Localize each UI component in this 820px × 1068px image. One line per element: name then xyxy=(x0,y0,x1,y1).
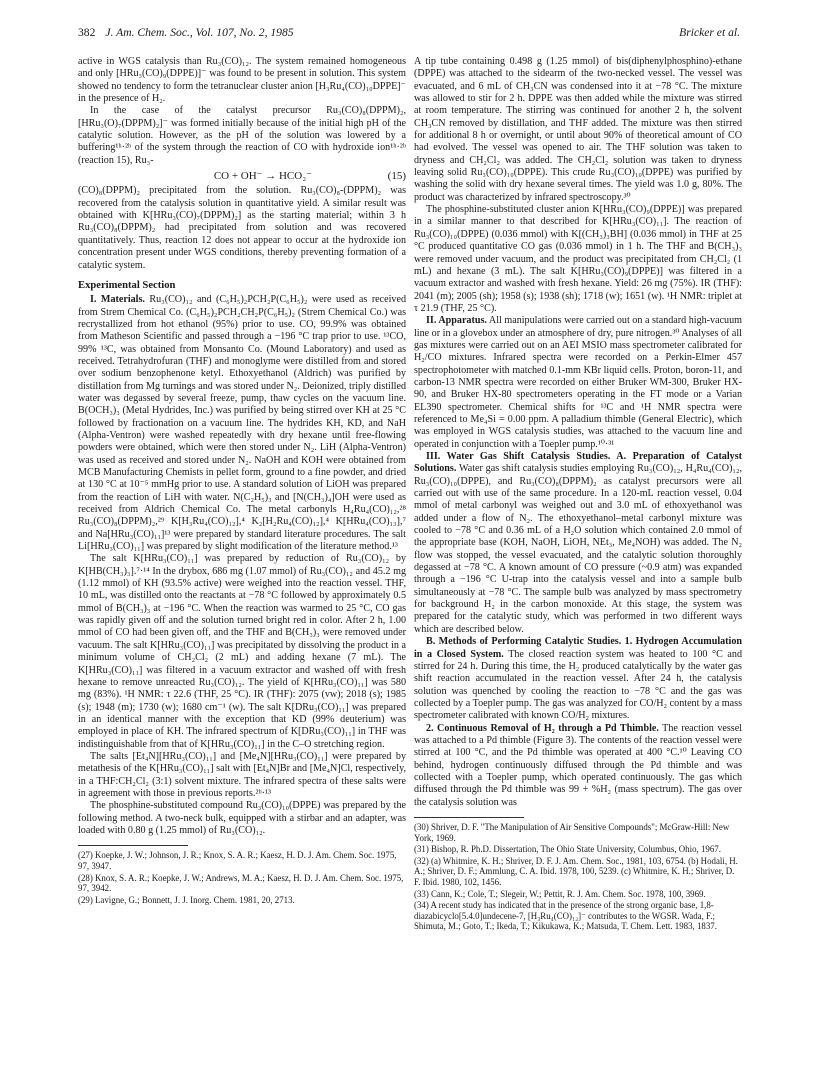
subheading-pd-thimble: 2. Continuous Removal of H₂ through a Pd Thimble. xyxy=(426,722,659,734)
pd-thimble-text: The reaction vessel was attached to a Pd thimble (Figure 3). The contents of the reaction vessel were stirred at 100 °C, and the Pd thimble was operated at 400 °C.¹⁰ Leaving CO behind, hydrogen continuously diffused through the Pd thimble and was collected with a Toepler pump, which operated continuously. The gas which diffused through the Pd thimble was 99 + %H₂ (mass spectrum). The gas over the catalysis solution was xyxy=(414,722,742,808)
footnote: (28) Knox, S. A. R.; Koepke, J. W.; Andrews, M. A.; Kaesz, H. D. J. Am. Chem. Soc. 1975, 97, 3942. xyxy=(78,872,404,894)
footnote: (29) Lavigne, G.; Bonnett, J. J. Inorg. Chem. 1981, 20, 2713. xyxy=(78,894,295,905)
journal-citation: J. Am. Chem. Soc., Vol. 107, No. 2, 1985 xyxy=(105,26,294,39)
running-header xyxy=(78,26,740,42)
equation-number: (15) xyxy=(387,170,406,183)
footnotes-right xyxy=(414,822,742,932)
paragraph-salt-khru3: The salt K[HRu₃(CO)₁₁] was prepared by reduction of Ru₃(CO)₁₂ by K[HB(CH₃)₃].⁷·¹⁴ In the drybox, 686 mg (1.07 mmol) of Ru₃(CO)₁₂ and 45.2 mg (1.12 mmol) of KH (93.5% active) were weighed into the reaction vessel. THF, 10 mL, was distilled onto the reactants at −78 °C followed by approximately 0.5 mmol of B(CH₃)₃ at −196 °C. When the reaction was warmed to 25 °C, CO gas was rapidly given off and the solution turned bright red in color. After 2 h, 1.00 mmol of CO had been given off, and the THF and B(CH₃)₃ were removed under vacuum. The salt K[HRu₃(CO)₁₁] was precipitated by dissolving the product in a minimum volume of CH₂Cl₂ (2 mL) and adding hexane (7 mL). The K[HRu₃(CO)₁₁] was filtered in a vacuum extractor and washed off with fresh hexane to remove unreacted Ru₃(CO)₁₂. The yield of K[HRu₃(CO)₁₁] was 580 mg (83%). ¹H NMR: τ 22.6 (THF, 25 °C). IR (THF): 2075 (vw); 2018 (s); 1985 (s); 1948 (m); 1730 (w); 1680 cm⁻¹ (w). The salt K[DRu₃(CO)₁₁] was prepared in an identical manner with the exception that KD (99% deuterium) was employed in place of KH. The infrared spectrum of K[DRu₃(CO)₁₁] in THF was indistinguishable from that of K[HRu₃(CO)₁₁] in the C–O stretching region. xyxy=(78,553,406,750)
wgs-text: Water gas shift catalysis studies employing Ru₃(CO)₁₂, H₄Ru₄(CO)₁₂, Ru₃(CO)₁₀(DPPE), and Ru₃(CO)₈(DPPM)₂ as catalyst precursors were all carried out with use of the same procedure. In a 120-mL reaction vessel, 0.04 mmol of metal carbonyl was weighed out and 3.0 mL of ethoxyethanol was added under a flow of N₂. The ethoxyethanol–metal carbonyl mixture was cooled to −78 °C and 0.36 mL of a H₂O solution which contained 2.0 mmol of the appropriate base (KOH, NaOH, LiOH, NEt₃, Me₄NOH) was added. The N₂ flow was stopped, the vessel evacuated, and the catalytic solution thoroughly degassed at −78 °C. A known amount of CO pressure (~0.9 atm) was expanded through a −196 °C U-trap into the catalysis vessel and into a sample bulb simultaneously at −78 °C. The sample bulb was analyzed by mass spectrometry for background H₂ in the carbon monoxide. At this stage, the system was prepared for the catalytic study, which was performed in two different ways which are described below. xyxy=(414,463,742,635)
methods-text: The closed reaction system was heated to 100 °C and stirred for 24 h. During this time, the H₂ produced catalytically by the water gas shift reaction accumulated in the reaction vessel. After 24 h, the catalysis solution was quenched by cooling the reaction to −78 °C and the gas was collected by a Toepler pump. The gas was analyzed for CO/H₂ content by a mass spectrometer calibrated with known CO/H₂ mixtures. xyxy=(414,648,742,722)
subheading-wgs: III. Water Gas Shift Catalysis Studies. A. Preparation of Catalyst Solutions. xyxy=(414,451,742,475)
page-number: 382 xyxy=(78,26,96,39)
footnote: (33) Cann, K.; Cole, T.; Slegeir, W.; Pettit, R. J. Am. Chem. Soc. 1978, 100, 3969. xyxy=(414,888,706,899)
header-authors: Bricker et al. xyxy=(679,26,740,39)
footnote: (31) Bishop, R. Ph.D. Dissertation, The Ohio State University, Columbus, Ohio, 1967. xyxy=(414,844,721,855)
paragraph-cluster-anion: The phosphine-substituted cluster anion K[HRu₃(CO)₉(DPPE)] was prepared in a similar manner to that described for K[HRu₃(CO)₁₁]. The reaction of Ru₃(CO)₁₀(DPPE) (0.036 mmol) with K[(CH₃)₃BH] (0.036 mmol) in THF at 25 °C produced quantitative CO gas (0.036 mmol) in 1 h. The THF and B(CH₃)₃ were removed under vacuum, and the product was precipitated from CH₂Cl₂ (1 mL) and hexane (3 mL). The salt K[HRu₃(CO)₉(DPPE)] was filtered in a vacuum extractor and washed with fresh hexane. Yield: 26 mg (75%). IR (THF): 2041 (m); 2005 (sh); 1958 (s); 1938 (sh); 1718 (w); 1651 (w). ¹H NMR: triplet at τ 21.9 (THF, 25 °C). xyxy=(414,204,742,314)
left-column xyxy=(78,56,406,1052)
right-column xyxy=(414,56,742,1052)
subheading-materials: I. Materials. xyxy=(90,294,145,306)
subheading-methods: B. Methods of Performing Catalytic Studies. 1. Hydrogen Accumulation in a Closed System. xyxy=(414,636,742,660)
paragraph-pd-thimble xyxy=(414,723,742,809)
header-left xyxy=(78,26,294,39)
paragraph-precursor: In the case of the catalyst precursor Ru₃(CO)₈(DPPM)₂, [HRu₃(O)₇(DPPM)₂]⁻ was formed initially because of the initial high pH of the catalytic solution. However, as the pH of the solution was lowered by a buffering¹ʰ·²ᵇ of the system through the reaction of CO with hydroxide ion¹ʰ·²ᵇ (reaction 15), Ru₃- xyxy=(78,105,406,166)
paragraph-phosphine: The phosphine-substituted compound Ru₃(CO)₁₀(DPPE) was prepared by the following method. A two-neck bulk, equipped with a stirbar and an adapter, was loaded with 0.80 g (1.25 mmol) of Ru₃(CO)₁₂. xyxy=(78,800,406,836)
paragraph-tip-tube: A tip tube containing 0.498 g (1.25 mmol) of bis(diphenylphosphino)-ethane (DPPE) was attached to the sidearm of the two-necked vessel. The vessel was evacuated, and 6 mL of CH₃CN was condensed into it at −78 °C. The mixture was allowed to stir for 2 h. DPPE was then added while the mixture was stirred at room temperature. The stirring was continued for another 2 h, the solvent CH₃CN removed by distillation, and THF added. The mixture was then stirred for additional 8 h or overnight, or until about 90% of theoretical amount of CO had evolved. The vessel was opened to air. The THF solution was taken to dryness and CH₂Cl₂ was added. The CH₂Cl₂ solution was taken to dryness leaving solid Ru₃(CO)₁₀(DPPE). This crude Ru₃(CO)₁₀(DPPE) was purified by washing the solid with dry hexane several times. The yield was 1.0 g, 80%. The product was characterized by infrared spectroscopy.³⁰ xyxy=(414,56,742,203)
heading-experimental-section: Experimental Section xyxy=(78,279,176,291)
footnote: (32) (a) Whitmire, K. H.; Shriver, D. F. J. Am. Chem. Soc., 1981, 103, 6754. (b) Hodali, H. A.; Shriver, D. F.; Ammlung, C. A. Ibid. 1978, 100, 5239. (c) Whitmire, K. H.; Shriver, D. F. Ibid. 1980, 102, 1456. xyxy=(414,855,738,887)
paragraph-methods xyxy=(414,636,742,722)
footnote: (30) Shriver, D. F. "The Manipulation of Air Sensitive Compounds"; McGraw-Hill: New York, 1969. xyxy=(414,821,730,843)
equation-text: CO + OH⁻ → HCO₂⁻ xyxy=(213,170,312,183)
paragraph-materials xyxy=(78,294,406,553)
footnote: (27) Koepke, J. W.; Johnson, J. R.; Knox, S. A. R.; Kaesz, H. D. J. Am. Chem. Soc. 1975, 97, 3947. xyxy=(78,850,397,871)
subheading-apparatus: II. Apparatus. xyxy=(426,315,487,327)
paragraph-after-equation: (CO)₈(DPPM)₂ precipitated from the solution. Ru₃(CO)₈-(DPPM)₂ was recovered from the catalysis solution in quantitative yield. A similar result was obtained with K[HRu₃(CO)₇(DPPM)₂] as the starting material; within 3 h Ru₃(CO)₈(DPPM)₂ had precipitated from solution and was recovered quantitatively. Thus, reaction 12 does not appear to occur at the hydroxide ion concentration present under WGS conditions, thereby preventing formation of a catalytic system. xyxy=(78,185,406,271)
footnotes-left xyxy=(78,850,406,905)
paragraph-apparatus xyxy=(414,315,742,451)
paragraph-wgs-studies xyxy=(414,451,742,636)
footnote-rule xyxy=(78,845,188,846)
paragraph-salts-metathesis: The salts [Et₄N][HRu₃(CO)₁₁] and [Me₄N][HRu₃(CO)₁₁] were prepared by metathesis of the K[HRu₃(CO)₁₁] salt with [Et₄N]Br and [Me₄N]Cl, respectively, in a THF:CH₂Cl₂ (3:1) solvent mixture. The infrared spectra of these salts were in agreement with those in previous reports.²ᵇ·¹³ xyxy=(78,750,406,799)
footnote-rule xyxy=(414,817,524,818)
paragraph-intro: active in WGS catalysis than Ru₃(CO)₁₂. The system remained homogeneous and only [HRu₃(CO)₉(DPPE)]⁻ was found to be present in solution. This system showed no tendency to form the tetranuclear cluster anion [H₃Ru₄(CO)₁₀DPPE]⁻ in the presence of H₂. xyxy=(78,56,406,105)
materials-text: Ru₃(CO)₁₂ and (C₆H₅)₂PCH₂P(C₆H₅)₂ were used as received from Strem Chemical Co. (C₆H₅)₂PCH₂CH₂P(C₆H₅)₂ (Strem Chemical Co.) was recrystallized from hot ethanol (95%) prior to use. CO, 99.9% was obtained from Matheson Scientific and passed through a −196 °C trap prior to use. ¹³CO, 99% ¹³C, was obtained from Monsanto Co. (Mound Laboratory) and used as received. Tetrahydrofuran (THF) and monoglyme were distilled from and stored over sodium benzophenone ketyl. Ethoxyethanol (Aldrich) was purified by distillation from Mg turnings and was stored under N₂. Deionized, triply distilled water was degassed by several freeze, pump, thaw cycles on the vacuum line. B(OCH₃)₃ (Metal Hydrides, Inc.) was purified by being stirred over KH at 25 °C followed by fractionation on a vacuum line. The hydrides KH, KD, and NaH (Alpha-Ventron) were washed repeatedly with dry hexane until free-flowing powders were obtained, which were then stored under N₂. LiH (Alpha-Ventron) was used as received and stored under N₂. NaOH and KOH were obtained from MCB Manufacturing Chemists in pellet form, ground to a fine powder, and dried at 130 °C at 10⁻⁵ mmHg prior to use. A standard solution of LiOH was prepared from the reaction of LiH with water. N(C₂H₅)₃ and [N(CH₃)₄]OH were used as received from Aldrich Chemical Co. The metal carbonyls H₄Ru₄(CO)₁₂,²⁸ Ru₃(CO)₈(DPPM)₂,²⁹ K[H₃Ru₄(CO)₁₂],⁴ K₂[H₂Ru₄(CO)₁₂],⁴ K[HRu₄(CO)₁₃],⁷ and Na[HRu₃(CO)₁₁]¹³ were prepared by standard literature procedures. The salt Li[HRu₃(CO)₁₁] was prepared by slight modification of the literature method.¹³ xyxy=(78,294,406,553)
footnote: (34) A recent study has indicated that in the presence of the strong organic base, 1,8-diazabicyclo[5.4.0]undecene-7, [H₃Ru₄(CO)₁₂]⁻ contributes to the WGSR. Wada, F.; Shimuta, M.; Goto, T.; Ikeda, T.; Kikukawa, K.; Matsuda, T. Chem. Lett. 1983, 1837. xyxy=(414,900,717,932)
equation-15 xyxy=(78,170,406,182)
apparatus-text: All manipulations were carried out on a standard high-vacuum line or in a glovebox under an atmosphere of dry, pure nitrogen.³⁰ Analyses of all gas mixtures were carried out on an AEI MSIO mass spectrometer calibrated for H₂/CO mixtures. Infrared spectra were recorded on a Perkin-Elmer 457 spectrophotometer with matched 0.1-mm KBr liquid cells. Proton, boron-11, and carbon-13 NMR spectra were recorded on either Bruker WM-300, Bruker HX-90, and Bruker HX-80 spectrometers operating in the FT mode or a Varian EL390 spectrometer. Chemical shifts for ¹³C and ¹H NMR spectra were referenced to Me₄Si = 0.00 ppm. A palladium thimble (General Electric), which was employed in WGS catalysis studies, was attached to the vacuum line and operated in conjunction with a Toepler pump.¹⁰·³¹ xyxy=(414,315,742,450)
